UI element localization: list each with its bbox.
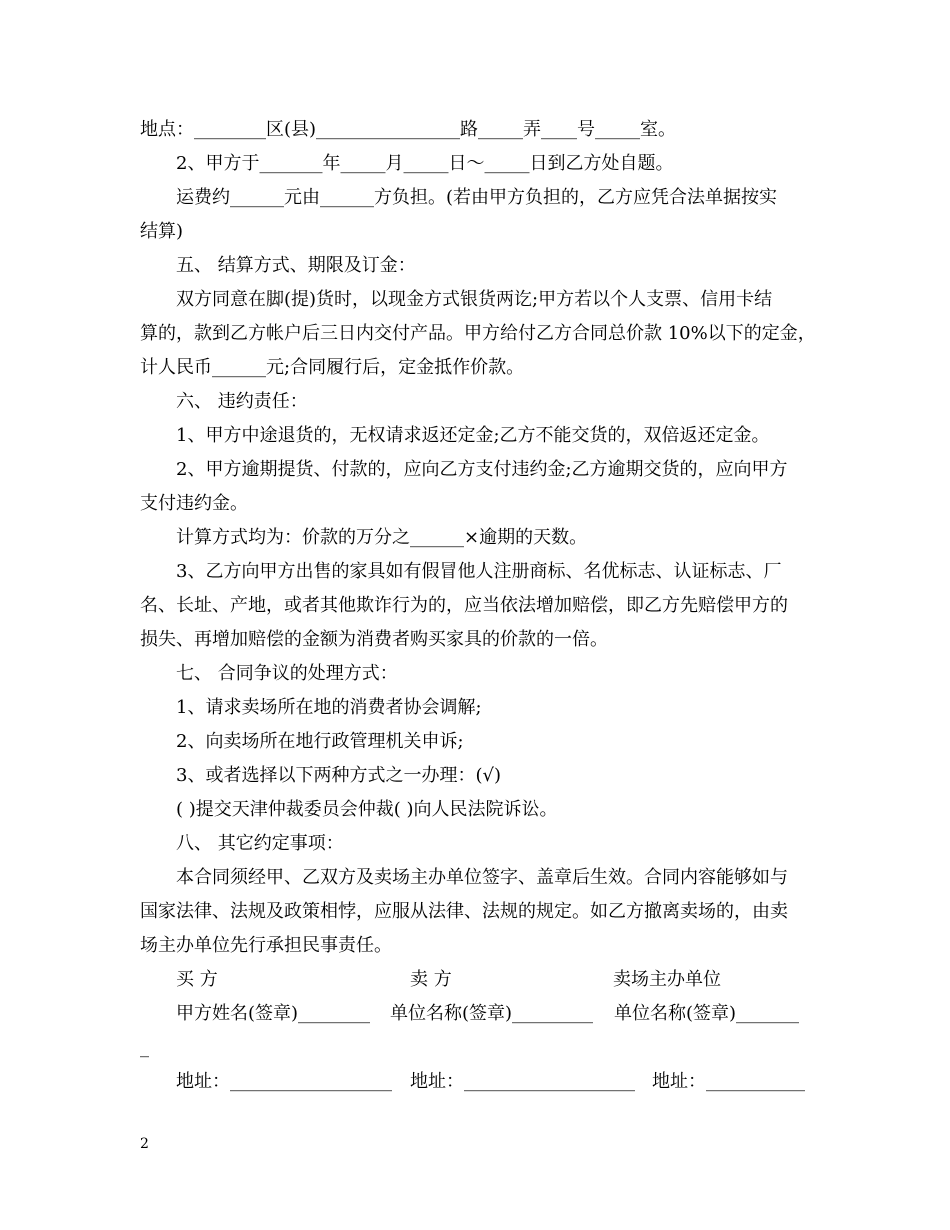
breach-item-3: 3、乙方向甲方出售的家具如有假冒他人注册商标、名优标志、认证标志、厂 xyxy=(176,561,782,582)
settlement-text-cont-1: 算的，款到乙方帐户后三日内交付产品。甲方给付乙方合同总价款 10%以下的定金， xyxy=(140,323,816,344)
buyer-address-field: 地址：__________________ xyxy=(176,1071,392,1092)
breach-item-2: 2、甲方逾期提货、付款的，应向乙方支付违约金;乙方逾期交货的，应向甲方 xyxy=(176,459,788,480)
freight-line-cont: 结算) xyxy=(140,221,184,242)
seller-label: 卖 方 xyxy=(410,969,452,990)
settlement-text-cont-2: 计人民币______元;合同履行后，定金抵作价款。 xyxy=(140,357,525,378)
address-line: 地点：________区(县)________________路_____弄____号_____室。 xyxy=(140,119,677,140)
calculation-method: 计算方式均为：价款的万分之______×逾期的天数。 xyxy=(176,527,588,548)
wrap-mark: _ xyxy=(140,1037,149,1058)
host-address-field: 地址：___________ xyxy=(652,1071,805,1092)
pickup-date-line: 2、甲方于_______年_____月_____日～_____日到乙方处自题。 xyxy=(176,153,674,174)
host-label: 卖场主办单位 xyxy=(613,969,721,990)
dispute-item-3: 3、或者选择以下两种方式之一办理：(√) xyxy=(176,765,501,786)
section-heading-other: 八、 其它约定事项： xyxy=(176,833,344,854)
buyer-name-field: 甲方姓名(签章)________ xyxy=(176,1003,371,1024)
host-name-field: 单位名称(签章)_______ xyxy=(614,1003,800,1024)
breach-item-1: 1、甲方中途退货的，无权请求返还定金;乙方不能交货的，双倍返还定金。 xyxy=(176,425,770,446)
settlement-text: 双方同意在脚(提)货时，以现金方式银货两讫;甲方若以个人支票、信用卡结 xyxy=(176,289,773,310)
breach-item-3-cont-2: 损失、再增加赔偿的金额为消费者购买家具的价款的一倍。 xyxy=(140,629,608,650)
buyer-label: 买 方 xyxy=(176,969,218,990)
section-heading-dispute: 七、 合同争议的处理方式： xyxy=(176,663,398,684)
breach-item-2-cont: 支付违约金。 xyxy=(140,493,248,514)
section-heading-breach: 六、 违约责任： xyxy=(176,391,308,412)
dispute-options: ( )提交天津仲裁委员会仲裁( )向人民法院诉讼。 xyxy=(176,799,558,820)
dispute-item-1: 1、请求卖场所在地的消费者协会调解; xyxy=(176,697,482,718)
page-number: 2 xyxy=(140,1136,149,1152)
seller-name-field: 单位名称(签章)_________ xyxy=(390,1003,594,1024)
freight-line: 运费约______元由______方负担。(若由甲方负担的，乙方应凭合法单据按实 xyxy=(176,187,778,208)
breach-item-3-cont-1: 名、长址、产地，或者其他欺诈行为的，应当依法增加赔偿，即乙方先赔偿甲方的 xyxy=(140,595,788,616)
other-text-cont-1: 国家法律、法规及政策相悖，应服从法律、法规的规定。如乙方撤离卖场的，由卖 xyxy=(140,901,788,922)
other-text: 本合同须经甲、乙双方及卖场主办单位签字、盖章后生效。合同内容能够如与 xyxy=(176,867,788,888)
seller-address-field: 地址：___________________ xyxy=(410,1071,635,1092)
other-text-cont-2: 场主办单位先行承担民事责任。 xyxy=(140,935,392,956)
section-heading-settlement: 五、 结算方式、期限及订金： xyxy=(176,255,416,276)
dispute-item-2: 2、向卖场所在地行政管理机关申诉; xyxy=(176,731,464,752)
